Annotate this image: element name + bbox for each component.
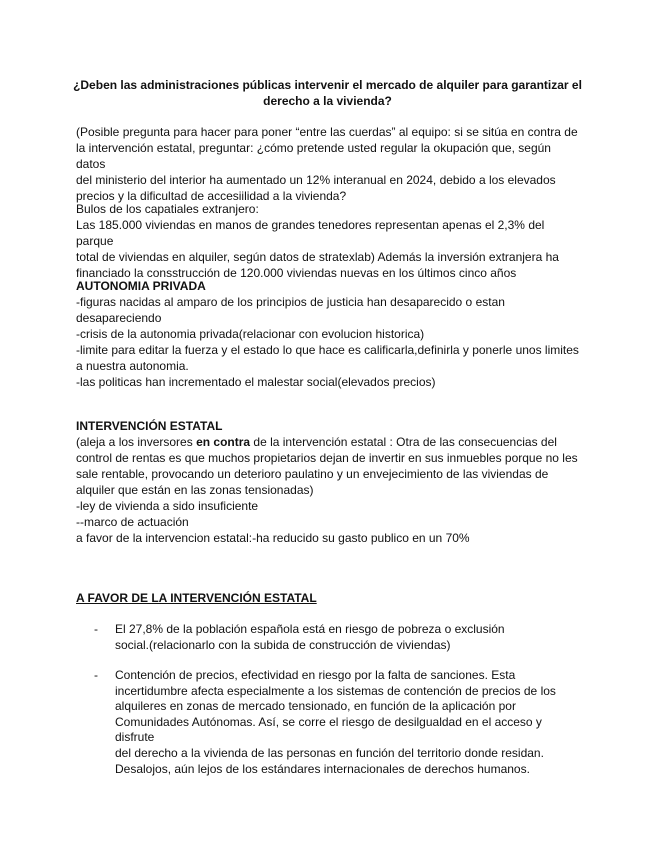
bullet-line: incertidumbre afecta especialmente a los sistemas de contención de precios de los — [115, 683, 556, 698]
bullet-line: Desalojos, aún lejos de los estándares internacionales de derechos humanos. — [115, 761, 530, 776]
intervencion-line: a favor de la intervencion estatal:-ha reducido su gasto publico en un 70% — [76, 531, 470, 545]
bullet-line: El 27,8% de la población española está en riesgo de pobreza o exclusión — [115, 622, 505, 636]
autonomia-line: -figuras nacidas al amparo de los principios de justicia han desaparecido o estan — [76, 295, 505, 309]
bullet-line: del derecho a la vivienda de las personas en función del territorio donde residan. — [115, 745, 544, 760]
bulos-paragraph — [76, 201, 581, 281]
intervencion-line: -ley de vivienda a sido insuficiente — [76, 499, 259, 513]
bullet-line: Comunidades Autónomas. Así, se corre el riesgo de desilgualdad en el acceso y disfrute — [115, 714, 542, 745]
intervencion-text: (aleja a los inversores — [76, 435, 197, 449]
autonomia-line: -las politicas han incrementado el malestar social(elevados precios) — [76, 375, 436, 389]
bullet-dash: - — [94, 668, 98, 682]
bulos-line: total de viviendas en alquiler, según datos de stratexlab) Además la inversión extranjera ha — [76, 250, 559, 264]
autonomia-line: -crisis de la autonomia privada(relacionar con evolucion historica) — [76, 327, 425, 341]
autonomia-line: desapareciendo — [76, 311, 162, 325]
intro-line: del ministerio del interior ha aumentado un 12% interanual en 2024, debido a los elevados — [76, 173, 556, 187]
bullet-line: social.(relacionarlo con la subida de construcción de viviendas) — [115, 637, 451, 652]
autonomia-heading: AUTONOMIA PRIVADA — [76, 279, 206, 293]
intro-paragraph — [76, 124, 581, 204]
autonomia-section — [76, 278, 581, 390]
favor-heading: A FAVOR DE LA INTERVENCIÓN ESTATAL — [76, 591, 317, 605]
intervencion-text: de la intervención estatal : Otra de las consecuencias del — [250, 435, 557, 449]
intro-line: precios y la dificultad de accesiilidad a la vivienda? — [76, 189, 347, 203]
intro-line: (Posible pregunta para hacer para poner “entre las cuerdas” al equipo: si se sitúa en contra de — [76, 125, 578, 139]
intervencion-line: control de rentas es que muchos propietarios dejan de invertir en sus inmuebles porque no les — [76, 451, 578, 465]
intervencion-line: --marco de actuación — [76, 515, 189, 529]
bullet-dash: - — [94, 622, 98, 636]
autonomia-line: -limite para editar la fuerza y el estado lo que hace es calificarla,definirla y ponerle unos limites — [76, 343, 579, 357]
en-contra-emphasis: en contra — [196, 435, 251, 449]
intro-line: la intervención estatal, preguntar: ¿cómo pretende usted regular la okupación que, según datos — [76, 141, 551, 171]
intervencion-section — [76, 418, 581, 546]
intervencion-heading: INTERVENCIÓN ESTATAL — [76, 419, 223, 433]
document-title: ¿Deben las administraciones públicas intervenir el mercado de alquiler para garantizar el derecho a la vivienda? — [73, 78, 582, 108]
bulos-line: financiado la consstrucción de 120.000 viviendas nuevas en los últimos cinco años — [76, 266, 517, 280]
autonomia-line: a nuestra autonomia. — [76, 359, 189, 373]
bulos-line: Las 185.000 viviendas en manos de grandes tenedores representan apenas el 2,3% del parque — [76, 218, 545, 248]
bullet-line: alquileres en zonas de mercado tensionado, en función de la aplicación por — [115, 699, 516, 714]
favor-bullet-2 — [94, 668, 584, 777]
intervencion-line: sale rentable, provocando un deterioro paulatino y un envejecimiento de las viviendas de — [76, 467, 549, 481]
bullet-line: Contención de precios, efectividad en riesgo por la falta de sanciones. Esta — [115, 668, 516, 682]
bulos-line: Bulos de los capatiales extranjero: — [76, 202, 259, 216]
intervencion-line: alquiler que están en las zonas tensionadas) — [76, 483, 314, 497]
intervencion-line — [76, 434, 581, 450]
favor-bullet-1 — [94, 622, 584, 653]
